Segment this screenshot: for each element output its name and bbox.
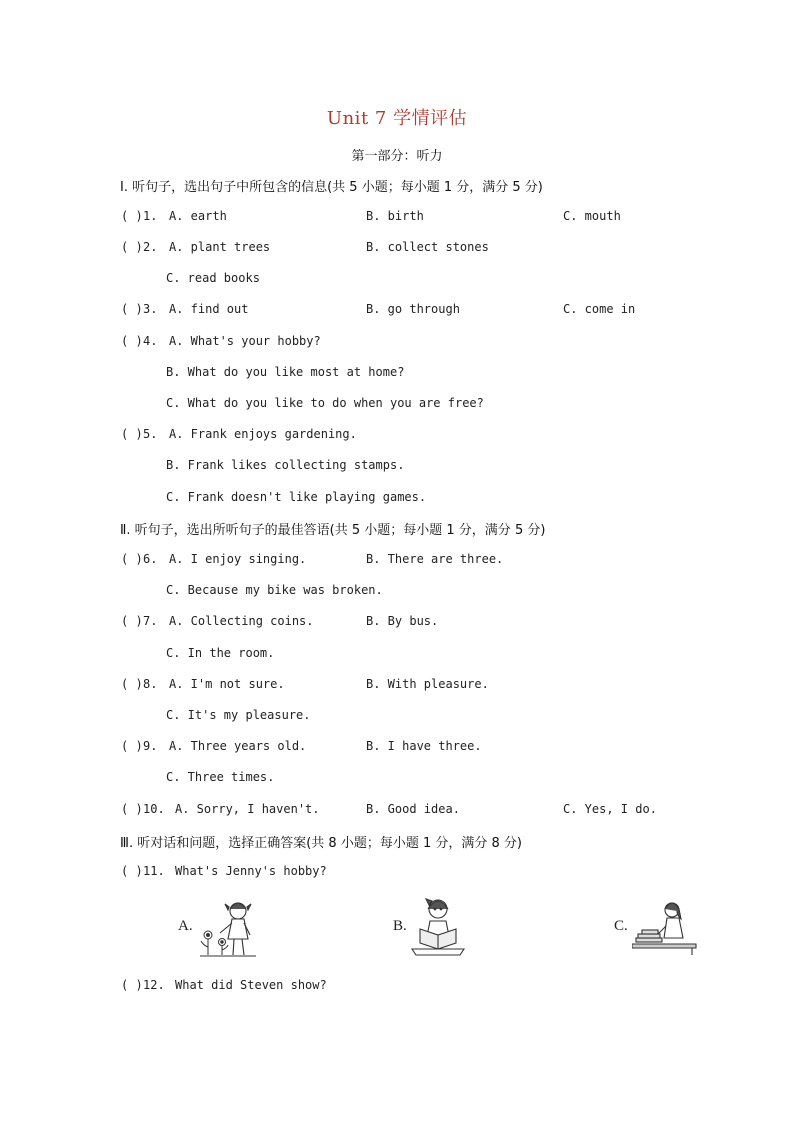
option-b: B. By bus. [366,614,439,628]
question-number: 9. [143,739,158,753]
option-a: A. find out [169,302,249,316]
option-a: A. plant trees [169,240,271,254]
option-a: A. Three years old. [169,739,307,753]
option-c: C. It's my pleasure. [166,708,311,722]
option-c: C. come in [563,302,636,316]
answer-blank[interactable]: ( ) [121,614,143,628]
question-number: 5. [143,427,158,441]
option-c: C. mouth [563,209,621,223]
question-number: 11. [143,864,165,878]
girl-collecting-stamps-picture[interactable] [632,900,698,956]
page-title: Unit 7 学情评估 [326,108,468,129]
option-c: C. Three times. [166,770,275,784]
option-a: A. I'm not sure. [169,677,285,691]
option-c: C. In the room. [166,646,275,660]
option-c: C. Because my bike was broken. [166,583,383,597]
section-3-heading: Ⅲ. 听对话和问题，选择正确答案(共 8 小题；每小题 1 分，满分 8 分) [120,836,522,851]
option-b: B. go through [366,302,460,316]
girl-reading-picture[interactable] [410,895,466,957]
answer-blank[interactable]: ( ) [121,334,143,348]
option-c: C. Frank doesn't like playing games. [166,490,427,504]
option-b: B. There are three. [366,552,504,566]
option-b: B. With pleasure. [366,677,489,691]
option-c: C. What do you like to do when you are free? [166,396,484,410]
option-b: B. What do you like most at home? [166,365,405,379]
answer-blank[interactable]: ( ) [121,427,143,441]
answer-blank[interactable]: ( ) [121,978,143,992]
section-1-heading: Ⅰ. 听句子，选出句子中所包含的信息(共 5 小题；每小题 1 分，满分 5 分) [120,180,543,195]
option-b: B. collect stones [366,240,489,254]
question-number: 4. [143,334,158,348]
girl-gardening-picture[interactable] [196,895,258,959]
option-b: B. Frank likes collecting stamps. [166,458,405,472]
option-a: A. Collecting coins. [169,614,314,628]
answer-blank[interactable]: ( ) [121,802,143,816]
question-number: 10. [143,802,165,816]
option-c: C. read books [166,271,260,285]
picture-option-a-label: A. [178,918,193,934]
section-2-heading: Ⅱ. 听句子，选出所听句子的最佳答语(共 5 小题；每小题 1 分，满分 5 分) [120,523,546,538]
option-a: A. What's your hobby? [169,334,321,348]
answer-blank[interactable]: ( ) [121,302,143,316]
answer-blank[interactable]: ( ) [121,552,143,566]
answer-blank[interactable]: ( ) [121,240,143,254]
question-number: 3. [143,302,158,316]
answer-blank[interactable]: ( ) [121,864,143,878]
question-number: 1. [143,209,158,223]
question-number: 2. [143,240,158,254]
answer-blank[interactable]: ( ) [121,209,143,223]
answer-blank[interactable]: ( ) [121,739,143,753]
answer-blank[interactable]: ( ) [121,677,143,691]
option-b: B. Good idea. [366,802,460,816]
picture-option-b-label: B. [393,918,407,934]
option-a: A. Sorry, I haven't. [175,802,320,816]
question-number: 12. [143,978,165,992]
question-number: 8. [143,677,158,691]
option-b: B. I have three. [366,739,482,753]
part-heading: 第一部分：听力 [351,149,443,164]
option-a: A. Frank enjoys gardening. [169,427,357,441]
option-b: B. birth [366,209,424,223]
question-number: 6. [143,552,158,566]
question-number: 7. [143,614,158,628]
option-a: A. earth [169,209,227,223]
question-text: What did Steven show? [175,978,327,992]
question-text: What's Jenny's hobby? [175,864,327,878]
option-a: A. I enjoy singing. [169,552,307,566]
option-c: C. Yes, I do. [563,802,657,816]
picture-option-c-label: C. [614,918,628,934]
